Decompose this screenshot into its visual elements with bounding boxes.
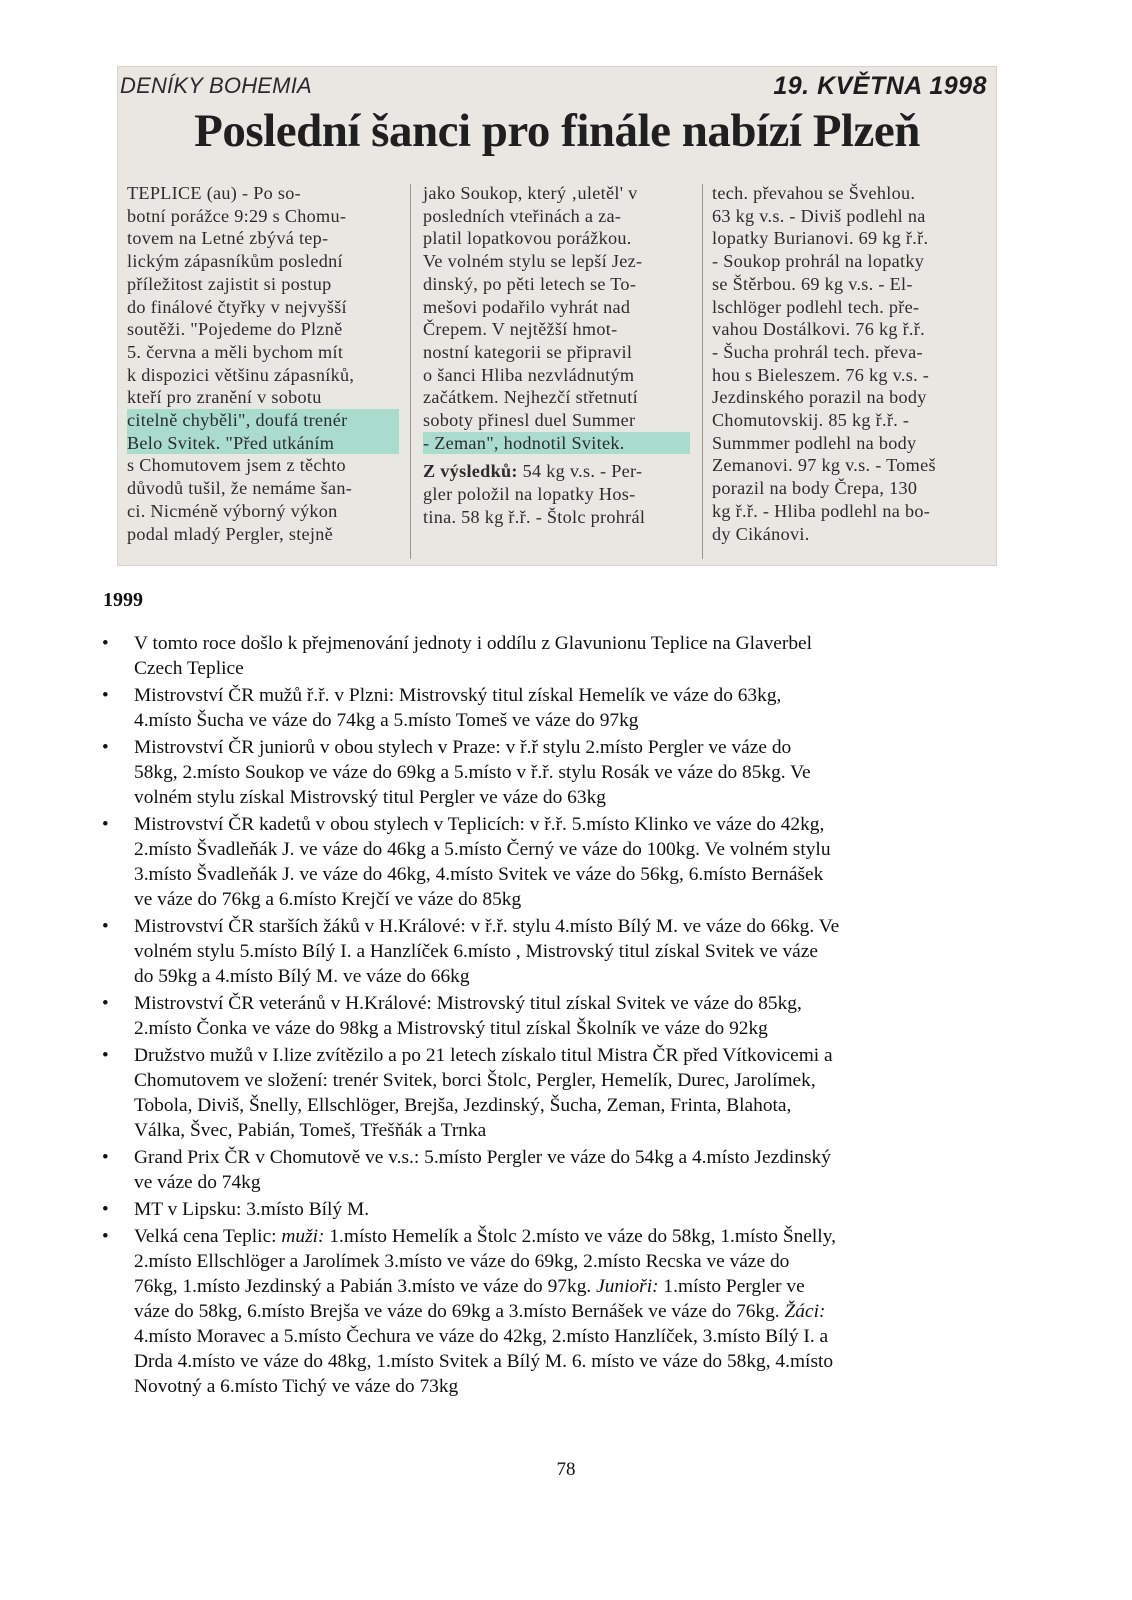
newspaper-clipping — [117, 66, 997, 566]
page-number: 78 — [556, 1459, 576, 1480]
list-item — [100, 683, 1030, 733]
column-line: k dispozici většinu zápasníků, — [127, 364, 355, 385]
bullet-icon: • — [102, 633, 109, 654]
list-item-line: 58kg, 2.místo Soukop ve váze do 69kg a 5.místo v ř.ř. stylu Rosák ve váze do 85kg. Ve — [134, 762, 811, 783]
article-column-3 — [712, 182, 987, 545]
column-line: dinský, po pěti letech se To- — [423, 273, 637, 294]
column-line: ci. Nicméně výborný výkon — [127, 500, 338, 521]
text-run: Velká cena Teplic: — [134, 1226, 282, 1247]
list-item-line: Czech Teplice — [134, 658, 244, 679]
list-item — [100, 991, 1030, 1041]
column-line-highlighted: - Zeman", hodnotil Svitek. — [423, 432, 690, 455]
bullet-icon: • — [102, 1147, 109, 1168]
column-line: botní porážce 9:29 s Chomu- — [127, 205, 347, 226]
list-item-line: Novotný a 6.místo Tichý ve váze do 73kg — [134, 1376, 459, 1397]
list-item-line: Družstvo mužů v I.lize zvítězilo a po 21 letech získalo titul Mistra ČR před Vítkovicemi a — [134, 1045, 833, 1066]
list-item-line — [134, 1274, 1030, 1299]
column-line: příležitost zajistit si postup — [127, 273, 332, 294]
column-line: hou s Bieleszem. 76 kg v.s. - — [712, 364, 930, 385]
bullet-icon: • — [102, 1045, 109, 1066]
column-line: mešovi podařilo vyhrát nad — [423, 296, 631, 317]
bullet-icon: • — [102, 1226, 109, 1247]
list-item-line: Mistrovství ČR veteránů v H.Králové: Mistrovský titul získal Svitek ve váze do 85kg, — [134, 993, 802, 1014]
column-line: posledních vteřinách a za- — [423, 205, 622, 226]
list-item-line: Mistrovství ČR mužů ř.ř. v Plzni: Mistrovský titul získal Hemelík ve váze do 63kg, — [134, 685, 782, 706]
category-label-men: muži: — [281, 1226, 325, 1247]
bullet-icon: • — [102, 993, 109, 1014]
list-item — [100, 1043, 1030, 1143]
list-item-line: Drda 4.místo ve váze do 48kg, 1.místo Svitek a Bílý M. 6. místo ve váze do 58kg, 4.místo — [134, 1351, 834, 1372]
column-line-highlighted: citelně chyběli", doufá trenér — [127, 409, 399, 432]
column-line: soboty přinesl duel Summer — [423, 410, 636, 431]
list-item — [100, 735, 1030, 810]
list-item-line: MT v Lipsku: 3.místo Bílý M. — [134, 1199, 370, 1220]
results-label: Z výsledků: — [423, 461, 518, 482]
column-line: kg ř.ř. - Hliba podlehl na bo- — [712, 500, 931, 521]
list-item — [100, 631, 1030, 681]
results-text: 54 kg v.s. - Per- — [517, 461, 643, 482]
list-item — [100, 914, 1030, 989]
column-line: TEPLICE (au) - Po so- — [127, 183, 302, 203]
list-item-line: Grand Prix ČR v Chomutově ve v.s.: 5.místo Pergler ve váze do 54kg a 4.místo Jezdinský — [134, 1147, 831, 1168]
column-line: porazil na body Črepa, 130 — [712, 478, 918, 499]
bullet-icon: • — [102, 685, 109, 706]
text-run: váze do 58kg, 6.místo Brejša ve váze do 69kg a 3.místo Bernášek ve váze do 76kg. — [134, 1301, 785, 1322]
masthead — [117, 66, 997, 106]
list-item-line: Mistrovství ČR kadetů v obou stylech v Teplicích: v ř.ř. 5.místo Klinko ve váze do 42kg, — [134, 814, 825, 835]
list-item-line: volném stylu získal Mistrovský titul Pergler ve váze do 63kg — [134, 787, 606, 808]
column-line: o šanci Hliba nezvládnutým — [423, 364, 635, 385]
list-item-line: 3.místo Švadleňák J. ve váze do 46kg, 4.místo Svitek ve váze do 56kg, 6.místo Bernášek — [134, 864, 824, 885]
column-line: 63 kg v.s. - Diviš podlehl na — [712, 205, 926, 226]
list-item-line: ve váze do 76kg a 6.místo Krejčí ve váze do 85kg — [134, 889, 522, 910]
article-headline: Poslední šanci pro finále nabízí Plzeň — [194, 105, 920, 157]
column-line: platil lopatkovou porážkou. — [423, 228, 632, 249]
column-divider — [702, 184, 703, 559]
list-item-line: 2.místo Ellschlöger a Jarolímek 3.místo ve váze do 69kg, 2.místo Recska ve váze do — [134, 1251, 790, 1272]
list-item-line: 4.místo Šucha ve váze do 74kg a 5.místo Tomeš ve váze do 97kg — [134, 710, 639, 731]
column-line: s Chomutovem jsem z těchto — [127, 455, 346, 476]
achievements-list — [100, 631, 1030, 1401]
column-line: - Šucha prohrál tech. převa- — [712, 341, 923, 362]
column-line: do finálové čtyřky v nejvyšší — [127, 296, 347, 317]
list-item-line: Tobola, Diviš, Šnelly, Ellschlöger, Brejša, Jezdinský, Šucha, Zeman, Frinta, Blahota, — [134, 1095, 792, 1116]
column-line: Ve volném stylu se lepší Jez- — [423, 251, 643, 272]
column-line: důvodů tušil, že nemáme šan- — [127, 478, 353, 499]
column-line: podal mladý Pergler, stejně — [127, 523, 334, 544]
list-item-line: V tomto roce došlo k přejmenování jednoty i oddílu z Glavunionu Teplice na Glaverbel — [134, 633, 813, 654]
column-line: gler položil na lopatky Hos- — [423, 484, 636, 505]
list-item-line: Mistrovství ČR juniorů v obou stylech v Praze: v ř.ř stylu 2.místo Pergler ve váze do — [134, 737, 792, 758]
column-line: se Štěrbou. 69 kg v.s. - El- — [712, 273, 913, 294]
column-line: 5. června a měli bychom mít — [127, 341, 344, 362]
column-line: dy Cikánovi. — [712, 523, 810, 544]
column-line: lickým zápasníkům poslední — [127, 251, 343, 272]
text-run: 76kg, 1.místo Jezdinský a Pabián 3.místo ve váze do 97kg. — [134, 1276, 597, 1297]
column-line: lschlöger podlehl tech. pře- — [712, 296, 920, 317]
list-item-line: Válka, Švec, Pabián, Tomeš, Třešňák a Trnka — [134, 1120, 487, 1141]
column-line-highlighted: Belo Svitek. "Před utkáním — [127, 432, 399, 455]
list-item-line — [134, 1224, 1030, 1249]
list-item-line: 4.místo Moravec a 5.místo Čechura ve váze do 42kg, 2.místo Hanzlíček, 3.místo Bílý I. a — [134, 1326, 829, 1347]
list-item-line: do 59kg a 4.místo Bílý M. ve váze do 66kg — [134, 966, 470, 987]
text-run: 1.místo Pergler ve — [658, 1276, 805, 1297]
column-line: začátkem. Nejhezčí střetnutí — [423, 387, 638, 408]
list-item — [100, 1197, 1030, 1222]
column-line: tovem na Letné zbývá tep- — [127, 228, 329, 249]
list-item-line: volném stylu 5.místo Bílý I. a Hanzlíček 6.místo , Mistrovský titul získal Svitek ve váze — [134, 941, 818, 962]
results-line — [423, 460, 690, 483]
column-line: Chomutovskij. 85 kg ř.ř. - — [712, 410, 910, 431]
category-label-juniors: Junioři: — [596, 1276, 659, 1297]
column-line: vahou Dostálkovi. 76 kg ř.ř. — [712, 319, 925, 340]
list-item-line: Mistrovství ČR starších žáků v H.Králové: v ř.ř. stylu 4.místo Bílý M. ve váze do 66kg. Ve — [134, 916, 840, 937]
text-run: 1.místo Hemelík a Štolc 2.místo ve váze do 58kg, 1.místo Šnelly, — [324, 1226, 836, 1247]
list-item-line: ve váze do 74kg — [134, 1172, 261, 1193]
column-divider — [410, 184, 411, 559]
list-item-line: Chomutovem ve složení: trenér Svitek, borci Štolc, Pergler, Hemelík, Durec, Jarolímek, — [134, 1070, 816, 1091]
list-item-velka-cena — [100, 1224, 1030, 1399]
bullet-icon: • — [102, 737, 109, 758]
column-line: jako Soukop, který ‚uletěl' v — [423, 183, 638, 203]
article-column-1 — [127, 182, 399, 545]
bullet-icon: • — [102, 814, 109, 835]
list-item-line: 2.místo Čonka ve váze do 98kg a Mistrovský titul získal Školník ve váze do 92kg — [134, 1018, 768, 1039]
column-line: soutěži. "Pojedeme do Plzně — [127, 319, 343, 340]
column-line: tina. 58 kg ř.ř. - Štolc prohrál — [423, 506, 646, 527]
newspaper-name: DENÍKY BOHEMIA — [120, 73, 312, 98]
bullet-icon: • — [102, 1199, 109, 1220]
column-line: Črepem. V nejtěžší hmot- — [423, 319, 618, 340]
column-line: nostní kategorii se připravil — [423, 341, 633, 362]
newspaper-date: 19. KVĚTNA 1998 — [773, 72, 987, 100]
list-item-line — [134, 1299, 1030, 1324]
bullet-icon: • — [102, 916, 109, 937]
article-column-2 — [423, 182, 690, 529]
list-item-line: 2.místo Švadleňák J. ve váze do 46kg a 5.místo Černý ve váze do 100kg. Ve volném stylu — [134, 839, 831, 860]
column-line: kteří pro zranění v sobotu — [127, 387, 322, 408]
category-label-pupils: Žáci: — [784, 1301, 826, 1322]
column-line: Jezdinského porazil na body — [712, 387, 927, 408]
column-line: Zemanovi. 97 kg v.s. - Tomeš — [712, 455, 936, 476]
list-item — [100, 1145, 1030, 1195]
column-line: - Soukop prohrál na lopatky — [712, 251, 925, 272]
column-line: tech. převahou se Švehlou. — [712, 183, 916, 203]
list-item — [100, 812, 1030, 912]
column-line: Summmer podlehl na body — [712, 432, 917, 453]
year-heading: 1999 — [103, 589, 143, 611]
column-line: lopatky Burianovi. 69 kg ř.ř. — [712, 228, 929, 249]
